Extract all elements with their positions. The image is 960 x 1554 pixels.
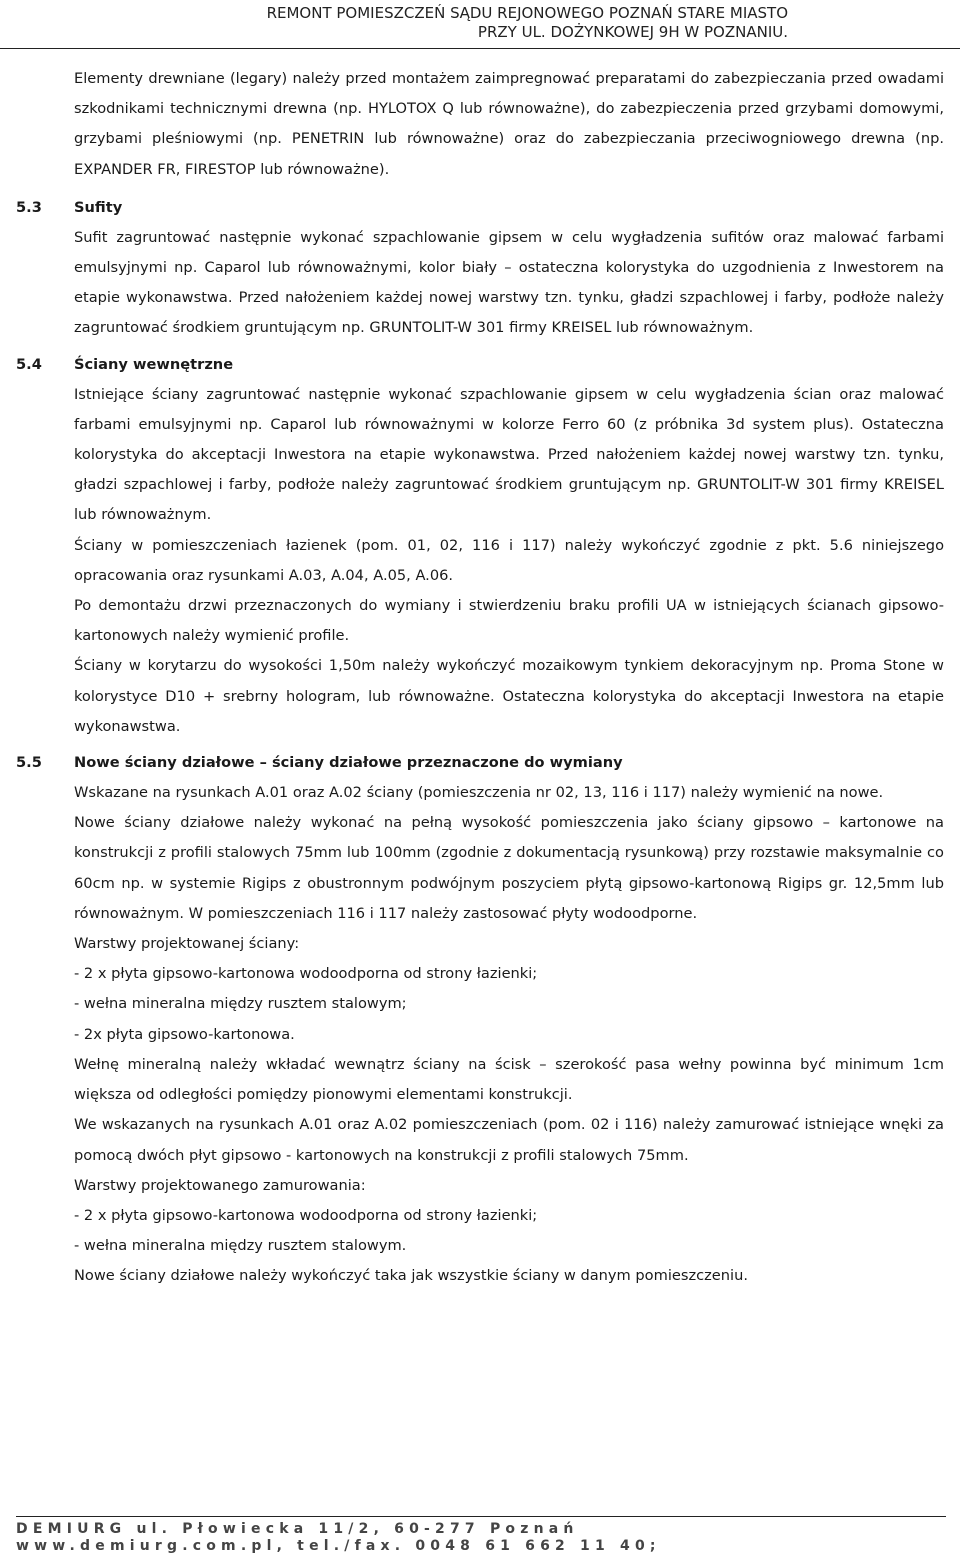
list-item: - 2x płyta gipsowo-kartonowa.: [74, 1025, 295, 1043]
section-heading: [0, 748, 960, 778]
section-title: Sufity: [74, 198, 123, 216]
section-number: 5.4: [16, 355, 42, 373]
section-paragraph: Nowe ściany działowe należy wykonać na pełną wysokość pomieszczenia jako ściany gipsowo – kartonowe na konstrukcji z profili stalowych 75mm lub 100mm (zgodnie z dokumentacją rysunkową) przy rozstawie maksymalnie co 60cm np. w systemie Rigips z obustronnym podwójnym poszyciem płytą gipsowo-kartonową Rigips gr. 12,5mm lub równoważnym. W pomieszczeniach 116 i 117 należy zastosować płyty wodoodporne.: [74, 814, 944, 922]
section-5-4: [0, 350, 960, 742]
section-paragraph: Wełnę mineralną należy wkładać wewnątrz ściany na ścisk – szerokość pasa wełny powinna być minimum 1cm większa od odległości pomiędzy pionowymi elementami konstrukcji.: [74, 1055, 944, 1104]
page-header: [0, 0, 960, 49]
list-item: - 2 x płyta gipsowo-kartonowa wodoodporna od strony łazienki;: [74, 965, 538, 983]
section-heading: [0, 350, 960, 380]
header-divider: [0, 48, 960, 49]
section-paragraph: Po demontażu drzwi przeznaczonych do wymiany i stwierdzeniu braku profili UA w istniejących ścianach gipsowo-kartonowych należy wymienić profile.: [74, 597, 944, 645]
page-footer: [0, 1508, 960, 1554]
document-body: [0, 64, 960, 1292]
header-title-line1: REMONT POMIESZCZEŃ SĄDU REJONOWEGO POZNAŃ STARE MIASTO: [266, 4, 788, 22]
section-5-5: [0, 748, 960, 1291]
intro-paragraph: Elementy drewniane (legary) należy przed montażem zaimpregnować preparatami do zabezpieczania przed owadami szkodnikami technicznymi drewna (np. HYLOTOX Q lub równoważne), do zabezpieczenia przed grzybami domowymi, grzybami pleśniowymi (np. PENETRIN lub równoważne) oraz do zabezpieczania przeciwogniowego drewna (np. EXPANDER FR, FIRESTOP lub równoważne).: [74, 70, 944, 178]
section-number: 5.5: [16, 754, 42, 772]
list-item: - wełna mineralna między rusztem stalowym;: [74, 995, 407, 1013]
section-heading: [0, 193, 960, 223]
section-paragraph: Ściany w pomieszczeniach łazienek (pom. 01, 02, 116 i 117) należy wykończyć zgodnie z pkt. 5.6 niniejszego opracowania oraz rysunkami A.03, A.04, A.05, A.06.: [74, 536, 944, 584]
footer-contact: www.demiurg.com.pl, tel./fax. 0048 61 662 11 40;: [16, 1538, 661, 1554]
footer-divider: [16, 1516, 946, 1517]
section-paragraph: We wskazanych na rysunkach A.01 oraz A.02 pomieszczeniach (pom. 02 i 116) należy zamurować istniejące wnęki za pomocą dwóch płyt gipsowo - kartonowych na konstrukcji z profili stalowych 75mm.: [74, 1116, 944, 1164]
section-5-3: [0, 193, 960, 344]
section-paragraph: Warstwy projektowanego zamurowania:: [74, 1176, 366, 1194]
list-item: - wełna mineralna między rusztem stalowym.: [74, 1237, 407, 1255]
section-paragraph: Warstwy projektowanej ściany:: [74, 935, 300, 953]
section-title: Ściany wewnętrzne: [74, 355, 234, 373]
section-paragraph: Nowe ściany działowe należy wykończyć taka jak wszystkie ściany w danym pomieszczeniu.: [74, 1267, 748, 1285]
list-item: - 2 x płyta gipsowo-kartonowa wodoodporna od strony łazienki;: [74, 1206, 538, 1224]
section-number: 5.3: [16, 198, 42, 216]
header-title-line2: PRZY UL. DOŻYNKOWEJ 9H W POZNANIU.: [477, 23, 788, 41]
footer-company-address: DEMIURG ul. Płowiecka 11/2, 60-277 Poznań: [16, 1521, 579, 1537]
section-paragraph: Wskazane na rysunkach A.01 oraz A.02 ściany (pomieszczenia nr 02, 13, 116 i 117) należy wymienić na nowe.: [74, 784, 884, 802]
section-paragraph: Ściany w korytarzu do wysokości 1,50m należy wykończyć mozaikowym tynkiem dekoracyjnym np. Proma Stone w kolorystyce D10 + srebrny hologram, lub równoważne. Ostateczna kolorystyka do akceptacji Inwestora na etapie wykonawstwa.: [74, 657, 944, 735]
section-paragraph: Istniejące ściany zagruntować następnie wykonać szpachlowanie gipsem w celu wygładzenia ścian oraz malować farbami emulsyjnymi np. Caparol lub równoważnymi w kolorze Ferro 60 (z próbnika 3d system plus). Ostateczna kolorystyka do akceptacji Inwestora na etapie wykonawstwa. Przed nałożeniem każdej nowej warstwy tzn. tynku, gładzi szpachlowej i farby, podłoże należy zagruntować środkiem gruntującym np. GRUNTOLIT-W 301 firmy KREISEL lub równoważnym.: [74, 385, 944, 524]
section-title: Nowe ściany działowe – ściany działowe przeznaczone do wymiany: [74, 754, 623, 772]
section-paragraph: Sufit zagruntować następnie wykonać szpachlowanie gipsem w celu wygładzenia sufitów oraz malować farbami emulsyjnymi np. Caparol lub równoważnymi, kolor biały – ostateczna kolorystyka do uzgodnienia z Inwestorem na etapie wykonawstwa. Przed nałożeniem każdej nowej warstwy tzn. tynku, gładzi szpachlowej i farby, podłoże należy zagruntować środkiem gruntującym np. GRUNTOLIT-W 301 firmy KREISEL lub równoważnym.: [74, 228, 944, 337]
